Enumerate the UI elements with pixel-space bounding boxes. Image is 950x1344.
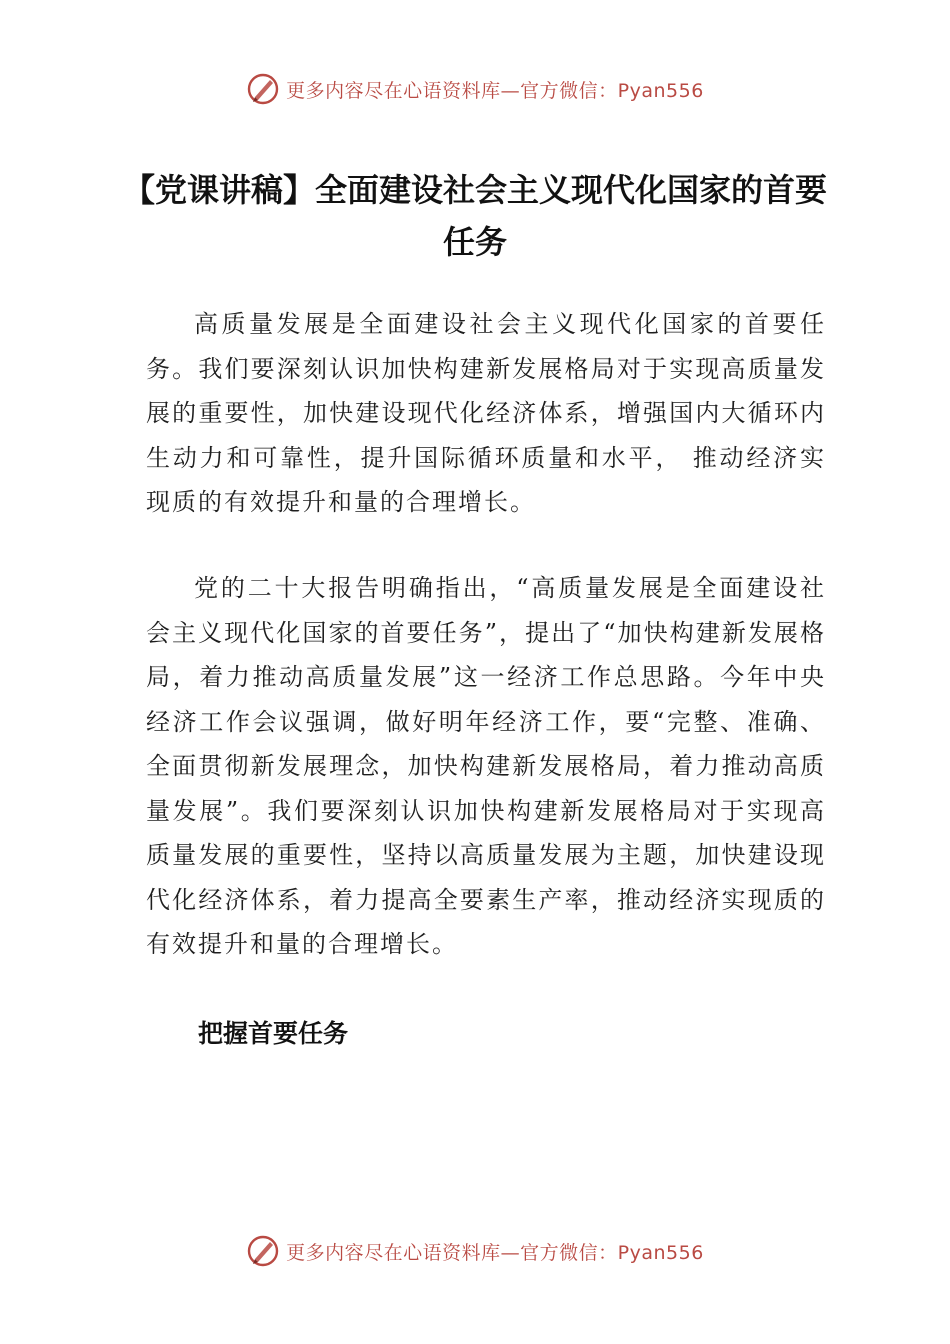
- section-heading: 把握首要任务: [198, 1019, 349, 1048]
- paragraph: 党的二十大报告明确指出，“高质量发展是全面建设社会主义现代化国家的首要任务”，提出了“加快构建新发展格局，着力推动高质量发展”这一经济工作总思路。今年中央经济工作会议强调，做好明年经济工作，要“完整、准确、全面贯彻新发展理念，加快构建新发展格局，着力推动高质量发展”。我们要深刻认识加快构建新发展格局对于实现高质量发展的重要性，坚持以高质量发展为主题，加快建设现代化经济体系，着力提高全要素生产率，推动经济实现质的有效提升和量的合理增长。: [146, 574, 826, 958]
- paragraph: 高质量发展是全面建设社会主义现代化国家的首要任务。我们要深刻认识加快构建新发展格局对于实现高质量发展的重要性，加快建设现代化经济体系，增强国内大循环内生动力和可靠性，提升国际循环质量和水平， 推动经济实现质的有效提升和量的合理增长。: [146, 310, 826, 516]
- banner-text: 更多内容尽在心语资料库—官方微信：Pyan556: [286, 79, 704, 102]
- wechat-id: Pyan556: [617, 79, 704, 102]
- page-title: 【党课讲稿】全面建设社会主义现代化国家的首要任务: [122, 171, 827, 261]
- header-banner: [0, 72, 950, 106]
- pen-circle-logo-icon: [246, 72, 280, 106]
- wechat-id: Pyan556: [617, 1241, 704, 1264]
- banner-text: 更多内容尽在心语资料库—官方微信：Pyan556: [286, 1241, 704, 1264]
- footer-banner: [0, 1234, 950, 1268]
- pen-circle-logo-icon: [246, 1234, 280, 1268]
